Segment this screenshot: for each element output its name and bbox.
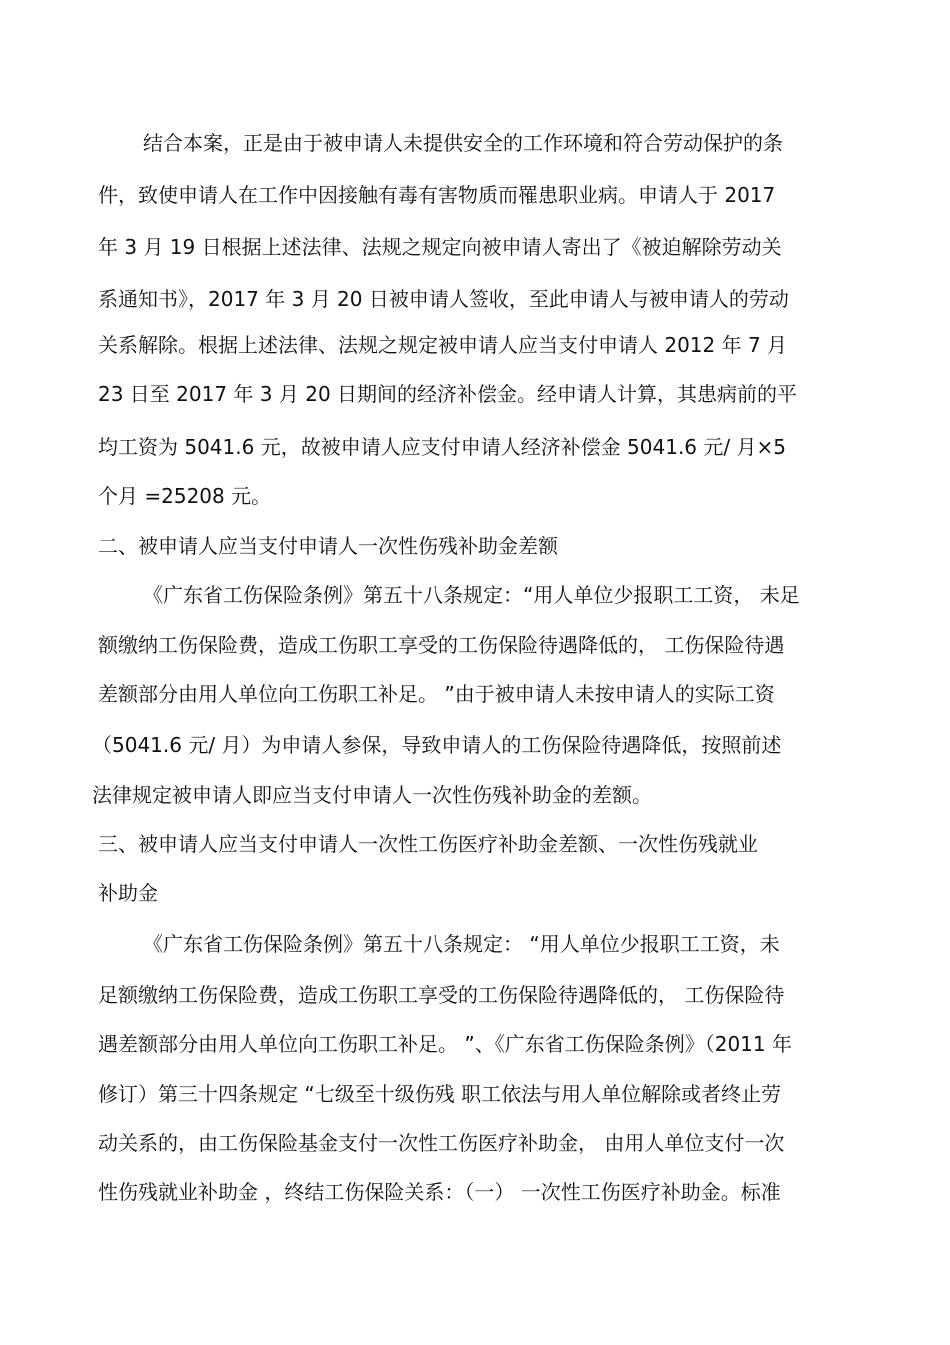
text-line: 修订）第三十四条规定 “七级至十级伤残 职工依法与用人单位解除或者终止劳	[98, 1082, 782, 1106]
text-line: 《广东省工伤保险条例》第五十八条规定：“用人单位少报职工工资， 未足	[143, 583, 800, 607]
section-heading: 补助金	[98, 881, 158, 905]
text-line: 个月 =25208 元。	[98, 484, 272, 508]
text-line: 足额缴纳工伤保险费，造成工伤职工享受的工伤保险待遇降低的， 工伤保险待	[98, 983, 785, 1007]
text-line: 件，致使申请人在工作中因接触有毒有害物质而罹患职业病。申请人于 2017	[98, 183, 776, 207]
text-line: 关系解除。根据上述法律、法规之规定被申请人应当支付申请人 2012 年 7 月	[98, 333, 788, 357]
text-line: 性伤残就业补助金 ，终结工伤保险关系：（一） 一次性工伤医疗补助金。标准	[98, 1180, 781, 1204]
text-line: （5041.6 元/ 月）为申请人参保，导致申请人的工伤保险待遇降低，按照前述	[92, 733, 782, 757]
text-line: 系通知书》，2017 年 3 月 20 日被申请人签收，至此申请人与被申请人的劳动	[98, 287, 789, 311]
text-line: 《广东省工伤保险条例》第五十八条规定： “用人单位少报职工工资，未	[143, 932, 780, 956]
text-line: 年 3 月 19 日根据上述法律、法规之规定向被申请人寄出了《被迫解除劳动关	[98, 235, 782, 259]
text-line: 法律规定被申请人即应当支付申请人一次性伤残补助金的差额。	[92, 783, 652, 807]
text-line: 遇差额部分由用人单位向工伤职工补足。 ”、《广东省工伤保险条例》（2011 年	[98, 1032, 792, 1056]
text-line: 额缴纳工伤保险费，造成工伤职工享受的工伤保险待遇降低的， 工伤保险待遇	[98, 633, 785, 657]
section-heading: 三、被申请人应当支付申请人一次性工伤医疗补助金差额、一次性伤残就业	[98, 832, 758, 856]
text-line: 动关系的，由工伤保险基金支付一次性工伤医疗补助金， 由用人单位支付一次	[98, 1131, 785, 1155]
text-line: 差额部分由用人单位向工伤职工补足。 ”由于被申请人未按申请人的实际工资	[98, 682, 775, 706]
section-heading: 二、被申请人应当支付申请人一次性伤残补助金差额	[98, 534, 558, 558]
text-line: 23 日至 2017 年 3 月 20 日期间的经济补偿金。经申请人计算，其患病前的平	[98, 382, 798, 406]
text-line: 均工资为 5041.6 元，故被申请人应支付申请人经济补偿金 5041.6 元/ 月×5	[98, 435, 786, 459]
text-line: 结合本案，正是由于被申请人未提供安全的工作环境和符合劳动保护的条	[143, 131, 783, 155]
